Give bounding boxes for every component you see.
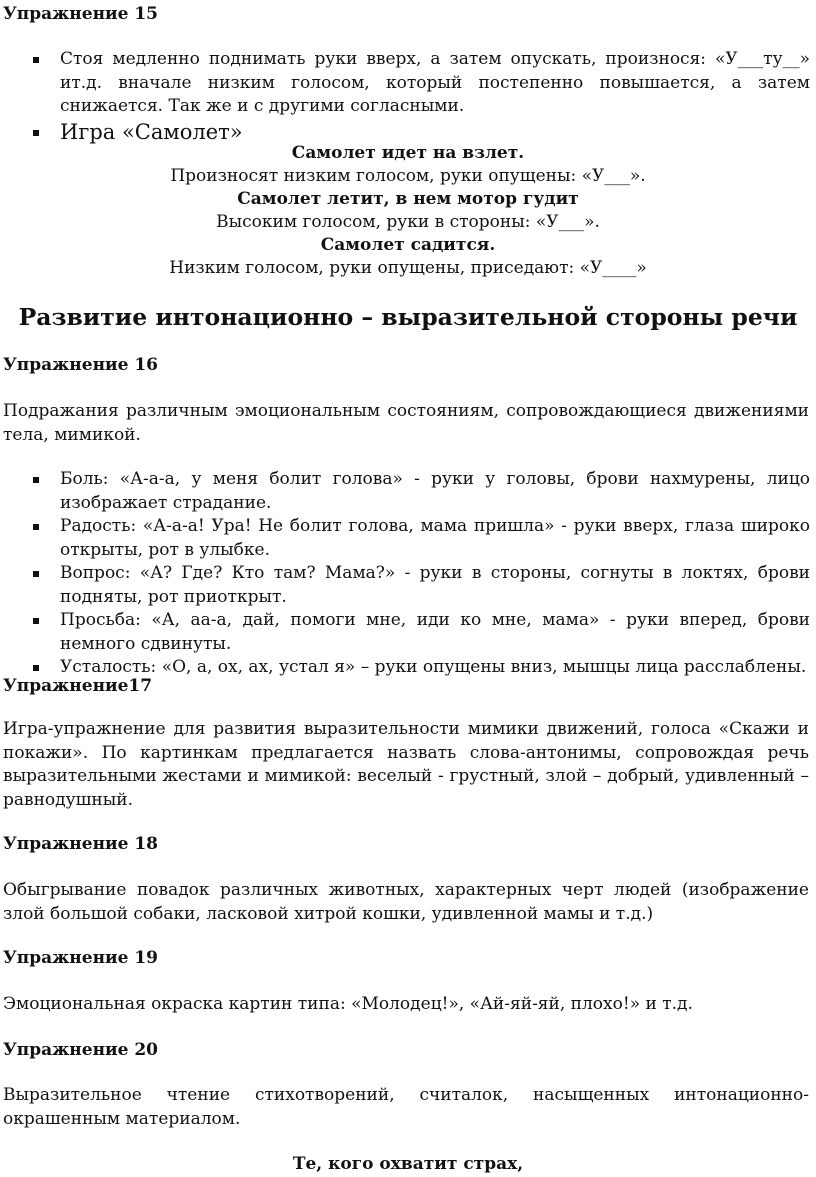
exercise-19-text: Эмоциональная окраска картин типа: «Молодец!», «Ай-яй-яй, плохо!» и т.д. [3,994,693,1014]
list-item: Боль: «А-а-а, у меня болит голова» - руки у головы, брови нахмурены, лицо изображает страдание. [0,468,810,515]
exercise-20-text: Выразительное чтение стихотворений, считалок, насыщенных интонационно-окрашенным материалом. [3,1085,809,1129]
exercise-18-heading: Упражнение 18 [3,834,159,854]
game-line-6: Низким голосом, руки опущены, приседают: «У____» [169,258,647,278]
exercise-17-heading: Упражнение17 [3,676,153,696]
exercise-17-text: Игра-упражнение для развития выразительности мимики движений, голоса «Скажи и покажи». По картинкам предлагается назвать слова-антонимы, сопровождая речь выразительными жестами и мимикой: веселый - грустный, злой – добрый, удивленный – равнодушный. [3,719,809,810]
list-item: Радость: «А-а-а! Ура! Не болит голова, мама пришла» - руки вверх, глаза широко открыты, рот в улыбке. [0,515,810,562]
exercise-20-heading: Упражнение 20 [3,1040,159,1060]
exercise-19-heading: Упражнение 19 [3,948,159,968]
exercise-16-list [0,468,810,680]
exercise-16-intro: Подражания различным эмоциональным состояниям, сопровождающиеся движениями тела, мимикой. [3,401,809,445]
list-item: Стоя медленно поднимать руки вверх, а затем опускать, произнося: «У___ту__» ит.д. вначале низким голосом, который постепенно повышается, а затем снижается. Так же и с другими согласными. [0,48,810,119]
list-item: Игра «Самолет» [0,119,810,146]
exercise-18-text: Обыгрывание повадок различных животных, характерных черт людей (изображение злой большой собаки, ласковой хитрой кошки, удивленной мамы и т.д.) [3,880,809,924]
list-item: Вопрос: «А? Где? Кто там? Мама?» - руки в стороны, согнуты в локтях, брови подняты, рот приоткрыт. [0,562,810,609]
exercise-15-list [0,48,810,146]
exercise-15-heading: Упражнение 15 [3,4,159,24]
game-line-3: Самолет летит, в нем мотор гудит [237,189,579,209]
exercise-16-heading: Упражнение 16 [3,355,159,375]
list-item: Усталость: «О, а, ох, ах, устал я» – руки опущены вниз, мышцы лица расслаблены. [0,656,810,680]
game-line-4: Высоким голосом, руки в стороны: «У___». [216,212,600,232]
game-line-1: Самолет идет на взлет. [291,143,525,163]
section-title: Развитие интонационно – выразительной стороны речи [18,303,798,331]
poem-line: Те, кого охватит страх, [292,1154,524,1174]
game-line-2: Произносят низким голосом, руки опущены: «У___». [170,166,646,186]
list-item: Просьба: «А, аа-а, дай, помоги мне, иди ко мне, мама» - руки вперед, брови немного сдвинуты. [0,609,810,656]
game-line-5: Самолет садится. [320,235,496,255]
